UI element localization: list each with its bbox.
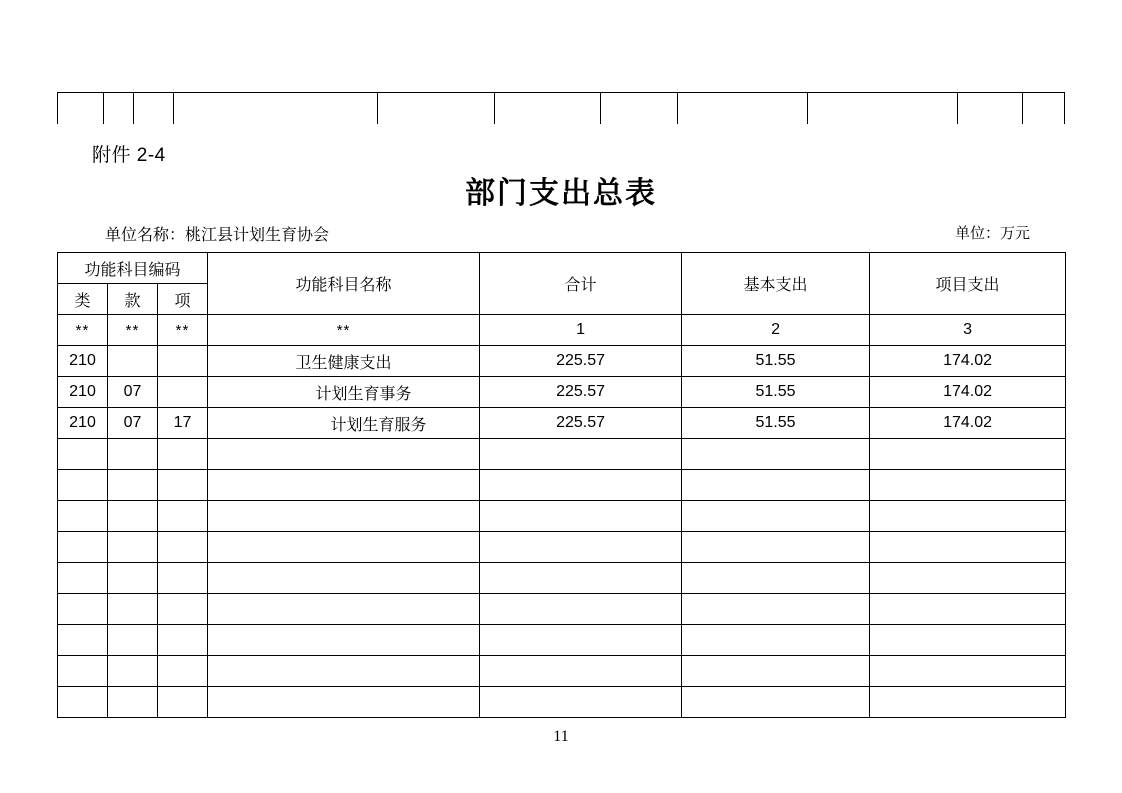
table-row bbox=[58, 377, 1066, 408]
cell-empty bbox=[208, 501, 480, 532]
cell-item bbox=[158, 346, 208, 377]
header-subject-name: 功能科目名称 bbox=[208, 253, 480, 315]
cell-empty bbox=[682, 594, 870, 625]
cell-empty bbox=[108, 594, 158, 625]
cell-total: 225.57 bbox=[480, 408, 682, 439]
cell-empty bbox=[208, 625, 480, 656]
table-row-empty bbox=[58, 501, 1066, 532]
cell-empty bbox=[158, 625, 208, 656]
cell-section bbox=[108, 346, 158, 377]
cell-empty bbox=[682, 656, 870, 687]
index-section: ** bbox=[108, 315, 158, 346]
cell-empty bbox=[58, 656, 108, 687]
cell-empty bbox=[870, 594, 1066, 625]
table-header-group-row bbox=[58, 253, 1066, 284]
index-category: ** bbox=[58, 315, 108, 346]
cell-empty bbox=[870, 687, 1066, 718]
cell-empty bbox=[108, 563, 158, 594]
table-row-empty bbox=[58, 625, 1066, 656]
cell-empty bbox=[158, 594, 208, 625]
cell-empty bbox=[208, 594, 480, 625]
index-item: ** bbox=[158, 315, 208, 346]
cell-empty bbox=[870, 656, 1066, 687]
crop-mark-tick bbox=[103, 92, 104, 124]
cell-empty bbox=[480, 501, 682, 532]
cell-project: 174.02 bbox=[870, 346, 1066, 377]
table-column-index-row bbox=[58, 315, 1066, 346]
cell-empty bbox=[58, 687, 108, 718]
cell-empty bbox=[682, 687, 870, 718]
cell-empty bbox=[108, 470, 158, 501]
cell-empty bbox=[870, 439, 1066, 470]
crop-mark-tick bbox=[57, 92, 58, 124]
index-basic: 2 bbox=[682, 315, 870, 346]
cell-empty bbox=[208, 470, 480, 501]
cell-subject-name: 计划生育服务 bbox=[208, 408, 480, 439]
cell-empty bbox=[208, 532, 480, 563]
cell-empty bbox=[682, 501, 870, 532]
cell-empty bbox=[208, 563, 480, 594]
cell-category: 210 bbox=[58, 408, 108, 439]
cell-empty bbox=[158, 532, 208, 563]
crop-mark-tick bbox=[1022, 92, 1023, 124]
cell-empty bbox=[208, 656, 480, 687]
cell-empty bbox=[870, 501, 1066, 532]
crop-marks-rule bbox=[57, 92, 1065, 93]
cell-empty bbox=[480, 470, 682, 501]
cell-empty bbox=[682, 563, 870, 594]
cell-empty bbox=[108, 501, 158, 532]
cell-empty bbox=[108, 656, 158, 687]
cell-empty bbox=[870, 625, 1066, 656]
cell-section: 07 bbox=[108, 377, 158, 408]
cell-empty bbox=[58, 563, 108, 594]
cell-empty bbox=[58, 501, 108, 532]
cell-subject-name: 卫生健康支出 bbox=[208, 346, 480, 377]
cell-empty bbox=[480, 563, 682, 594]
crop-mark-tick bbox=[677, 92, 678, 124]
cell-basic: 51.55 bbox=[682, 346, 870, 377]
cell-empty bbox=[870, 532, 1066, 563]
crop-mark-tick bbox=[173, 92, 174, 124]
cell-empty bbox=[480, 625, 682, 656]
cell-item bbox=[158, 377, 208, 408]
cell-empty bbox=[682, 532, 870, 563]
crop-marks bbox=[57, 92, 1065, 124]
unit-measure-label: 单位：万元 bbox=[954, 225, 1030, 242]
unit-name-label: 单位名称：桃江县计划生育协会 bbox=[105, 227, 330, 244]
cell-empty bbox=[480, 687, 682, 718]
crop-mark-tick bbox=[494, 92, 495, 124]
cell-empty bbox=[58, 625, 108, 656]
cell-total: 225.57 bbox=[480, 377, 682, 408]
header-category: 类 bbox=[58, 284, 108, 315]
cell-empty bbox=[682, 439, 870, 470]
cell-project: 174.02 bbox=[870, 408, 1066, 439]
expenditure-table bbox=[57, 252, 1066, 718]
cell-section: 07 bbox=[108, 408, 158, 439]
meta-row bbox=[57, 222, 1065, 244]
header-basic-expenditure: 基本支出 bbox=[682, 253, 870, 315]
cell-empty bbox=[58, 532, 108, 563]
table-row-empty bbox=[58, 439, 1066, 470]
crop-mark-tick bbox=[957, 92, 958, 124]
cell-empty bbox=[108, 439, 158, 470]
table-row-empty bbox=[58, 563, 1066, 594]
crop-mark-tick bbox=[600, 92, 601, 124]
table-row bbox=[58, 346, 1066, 377]
cell-empty bbox=[108, 687, 158, 718]
cell-empty bbox=[58, 594, 108, 625]
cell-empty bbox=[158, 470, 208, 501]
cell-empty bbox=[870, 470, 1066, 501]
cell-category: 210 bbox=[58, 377, 108, 408]
cell-empty bbox=[158, 501, 208, 532]
header-item: 项 bbox=[158, 284, 208, 315]
cell-empty bbox=[870, 563, 1066, 594]
cell-empty bbox=[208, 687, 480, 718]
index-total: 1 bbox=[480, 315, 682, 346]
cell-empty bbox=[58, 439, 108, 470]
header-project-expenditure: 项目支出 bbox=[870, 253, 1066, 315]
crop-mark-tick bbox=[807, 92, 808, 124]
cell-empty bbox=[208, 439, 480, 470]
empty-rows-body bbox=[58, 439, 1066, 718]
cell-project: 174.02 bbox=[870, 377, 1066, 408]
table-row-empty bbox=[58, 594, 1066, 625]
header-section: 款 bbox=[108, 284, 158, 315]
cell-basic: 51.55 bbox=[682, 408, 870, 439]
table-row-empty bbox=[58, 656, 1066, 687]
table-row-empty bbox=[58, 532, 1066, 563]
table-row bbox=[58, 408, 1066, 439]
cell-item: 17 bbox=[158, 408, 208, 439]
cell-empty bbox=[682, 625, 870, 656]
table-row-empty bbox=[58, 687, 1066, 718]
index-project: 3 bbox=[870, 315, 1066, 346]
cell-empty bbox=[480, 594, 682, 625]
cell-empty bbox=[58, 470, 108, 501]
index-subject-name: ** bbox=[208, 315, 480, 346]
cell-empty bbox=[158, 656, 208, 687]
crop-mark-tick bbox=[1064, 92, 1065, 124]
cell-subject-name: 计划生育事务 bbox=[208, 377, 480, 408]
cell-empty bbox=[158, 439, 208, 470]
cell-category: 210 bbox=[58, 346, 108, 377]
page-title: 部门支出总表 bbox=[465, 177, 657, 210]
cell-empty bbox=[480, 439, 682, 470]
header-total: 合计 bbox=[480, 253, 682, 315]
cell-empty bbox=[108, 532, 158, 563]
cell-empty bbox=[682, 470, 870, 501]
cell-empty bbox=[480, 532, 682, 563]
page-number: 11 bbox=[553, 728, 569, 745]
cell-total: 225.57 bbox=[480, 346, 682, 377]
crop-mark-tick bbox=[133, 92, 134, 124]
table-row-empty bbox=[58, 470, 1066, 501]
cell-empty bbox=[480, 656, 682, 687]
header-group-code: 功能科目编码 bbox=[58, 253, 208, 284]
crop-mark-tick bbox=[377, 92, 378, 124]
cell-empty bbox=[108, 625, 158, 656]
cell-basic: 51.55 bbox=[682, 377, 870, 408]
cell-empty bbox=[158, 687, 208, 718]
cell-empty bbox=[158, 563, 208, 594]
attachment-label: 附件 2-4 bbox=[92, 145, 166, 166]
